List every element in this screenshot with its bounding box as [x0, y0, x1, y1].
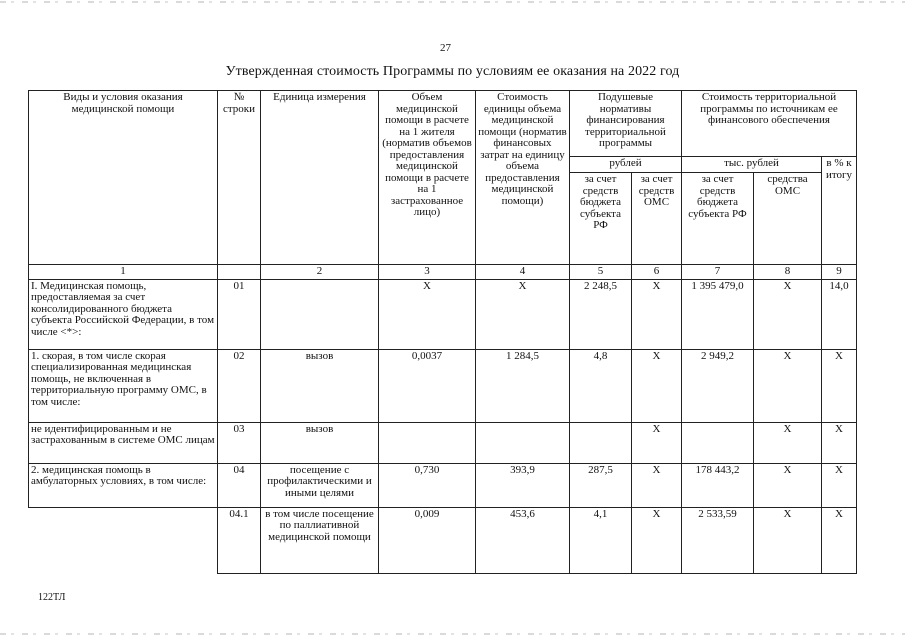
column-number: 6 [632, 265, 682, 280]
row-volume: X [379, 279, 476, 349]
column-number: 9 [822, 265, 857, 280]
row-name [29, 507, 218, 573]
column-number: 1 [29, 265, 218, 280]
row-per-capita-budget: 2 248,5 [570, 279, 632, 349]
header-volume: Объем медицинской помощи в расчете на 1 жителя (норматив объемов предоставления медицинской помощи в расчете на 1 застрахованное лицо) [379, 91, 476, 265]
row-per-capita-budget: 4,8 [570, 349, 632, 422]
row-code: 02 [218, 349, 261, 422]
row-code: 04 [218, 463, 261, 507]
header-oms-2: средства ОМС [754, 173, 822, 265]
row-percent: X [822, 507, 857, 573]
row-unit: вызов [261, 349, 379, 422]
document-title: Утвержденная стоимость Программы по условиям ее оказания на 2022 год [225, 64, 680, 79]
table-row [29, 279, 857, 349]
row-unit-cost: X [476, 279, 570, 349]
program-cost-table [28, 90, 857, 574]
column-number-blank [218, 265, 261, 280]
row-cost-budget: 2 949,2 [682, 349, 754, 422]
table-row [29, 349, 857, 422]
footer-code: 122ТЛ [38, 592, 66, 603]
row-cost-budget: 178 443,2 [682, 463, 754, 507]
row-cost-oms: X [754, 507, 822, 573]
row-cost-oms: X [754, 349, 822, 422]
row-name: I. Медицинская помощь, предоставляемая за счет консолидированного бюджета субъекта Российской Федерации, в том числе <*>: [29, 279, 218, 349]
row-code: 04.1 [218, 507, 261, 573]
row-cost-budget: 1 395 479,0 [682, 279, 754, 349]
header-budget-rf-2: за счет средств бюджета субъекта РФ [682, 173, 754, 265]
row-per-capita-budget: 4,1 [570, 507, 632, 573]
row-name: 2. медицинская помощь в амбулаторных условиях, в том числе: [29, 463, 218, 507]
header-oms-1: за счет средств ОМС [632, 173, 682, 265]
row-per-capita-oms: X [632, 422, 682, 463]
row-volume: 0,009 [379, 507, 476, 573]
row-unit-cost [476, 422, 570, 463]
row-unit: вызов [261, 422, 379, 463]
row-percent: X [822, 422, 857, 463]
row-volume: 0,0037 [379, 349, 476, 422]
header-kind: Виды и условия оказания медицинской помощи [29, 91, 218, 265]
row-cost-oms: X [754, 463, 822, 507]
column-number: 3 [379, 265, 476, 280]
header-percent: в % к итогу [822, 157, 857, 265]
header-rubles: рублей [570, 157, 682, 173]
header-thousand-rubles: тыс. рублей [682, 157, 822, 173]
scan-artifact-bottom [0, 633, 905, 635]
header-per-capita-normatives: Подушевые нормативы финансирования территориальной программы [570, 91, 682, 157]
row-unit-cost: 453,6 [476, 507, 570, 573]
row-percent: 14,0 [822, 279, 857, 349]
row-volume [379, 422, 476, 463]
table-row [29, 422, 857, 463]
column-number: 8 [754, 265, 822, 280]
row-cost-oms: X [754, 422, 822, 463]
row-unit: посещение с профилактическими и иными целями [261, 463, 379, 507]
row-unit-cost: 393,9 [476, 463, 570, 507]
column-number: 7 [682, 265, 754, 280]
row-percent: X [822, 349, 857, 422]
row-per-capita-oms: X [632, 507, 682, 573]
row-per-capita-budget [570, 422, 632, 463]
row-unit: в том числе посещение по паллиативной медицинской помощи [261, 507, 379, 573]
column-number: 5 [570, 265, 632, 280]
row-name: 1. скорая, в том числе скорая специализированная медицинская помощь, не включенная в территориальную программу ОМС, в том числе: [29, 349, 218, 422]
row-percent: X [822, 463, 857, 507]
column-number: 2 [261, 265, 379, 280]
column-number: 4 [476, 265, 570, 280]
row-per-capita-budget: 287,5 [570, 463, 632, 507]
row-cost-budget: 2 533,59 [682, 507, 754, 573]
header-program-cost: Стоимость территориальной программы по источникам ее финансового обеспечения [682, 91, 857, 157]
table-row [29, 507, 857, 573]
header-unit: Единица измерения [261, 91, 379, 265]
row-cost-oms: X [754, 279, 822, 349]
row-per-capita-oms: X [632, 279, 682, 349]
row-code: 03 [218, 422, 261, 463]
table-row [29, 463, 857, 507]
page-number: 27 [440, 42, 451, 54]
row-per-capita-oms: X [632, 463, 682, 507]
header-unit-cost: Стоимость единицы объема медицинской помощи (норматив финансовых затрат на единицу объема предоставления медицинской помощи) [476, 91, 570, 265]
row-unit-cost: 1 284,5 [476, 349, 570, 422]
row-cost-budget [682, 422, 754, 463]
header-row-number: № строки [218, 91, 261, 265]
row-name: не идентифицированным и не застрахованным в системе ОМС лицам [29, 422, 218, 463]
row-volume: 0,730 [379, 463, 476, 507]
header-budget-rf-1: за счет средств бюджета субъекта РФ [570, 173, 632, 265]
column-number-row [29, 265, 857, 280]
row-unit [261, 279, 379, 349]
row-code: 01 [218, 279, 261, 349]
scan-artifact-top [0, 1, 905, 3]
row-per-capita-oms: X [632, 349, 682, 422]
